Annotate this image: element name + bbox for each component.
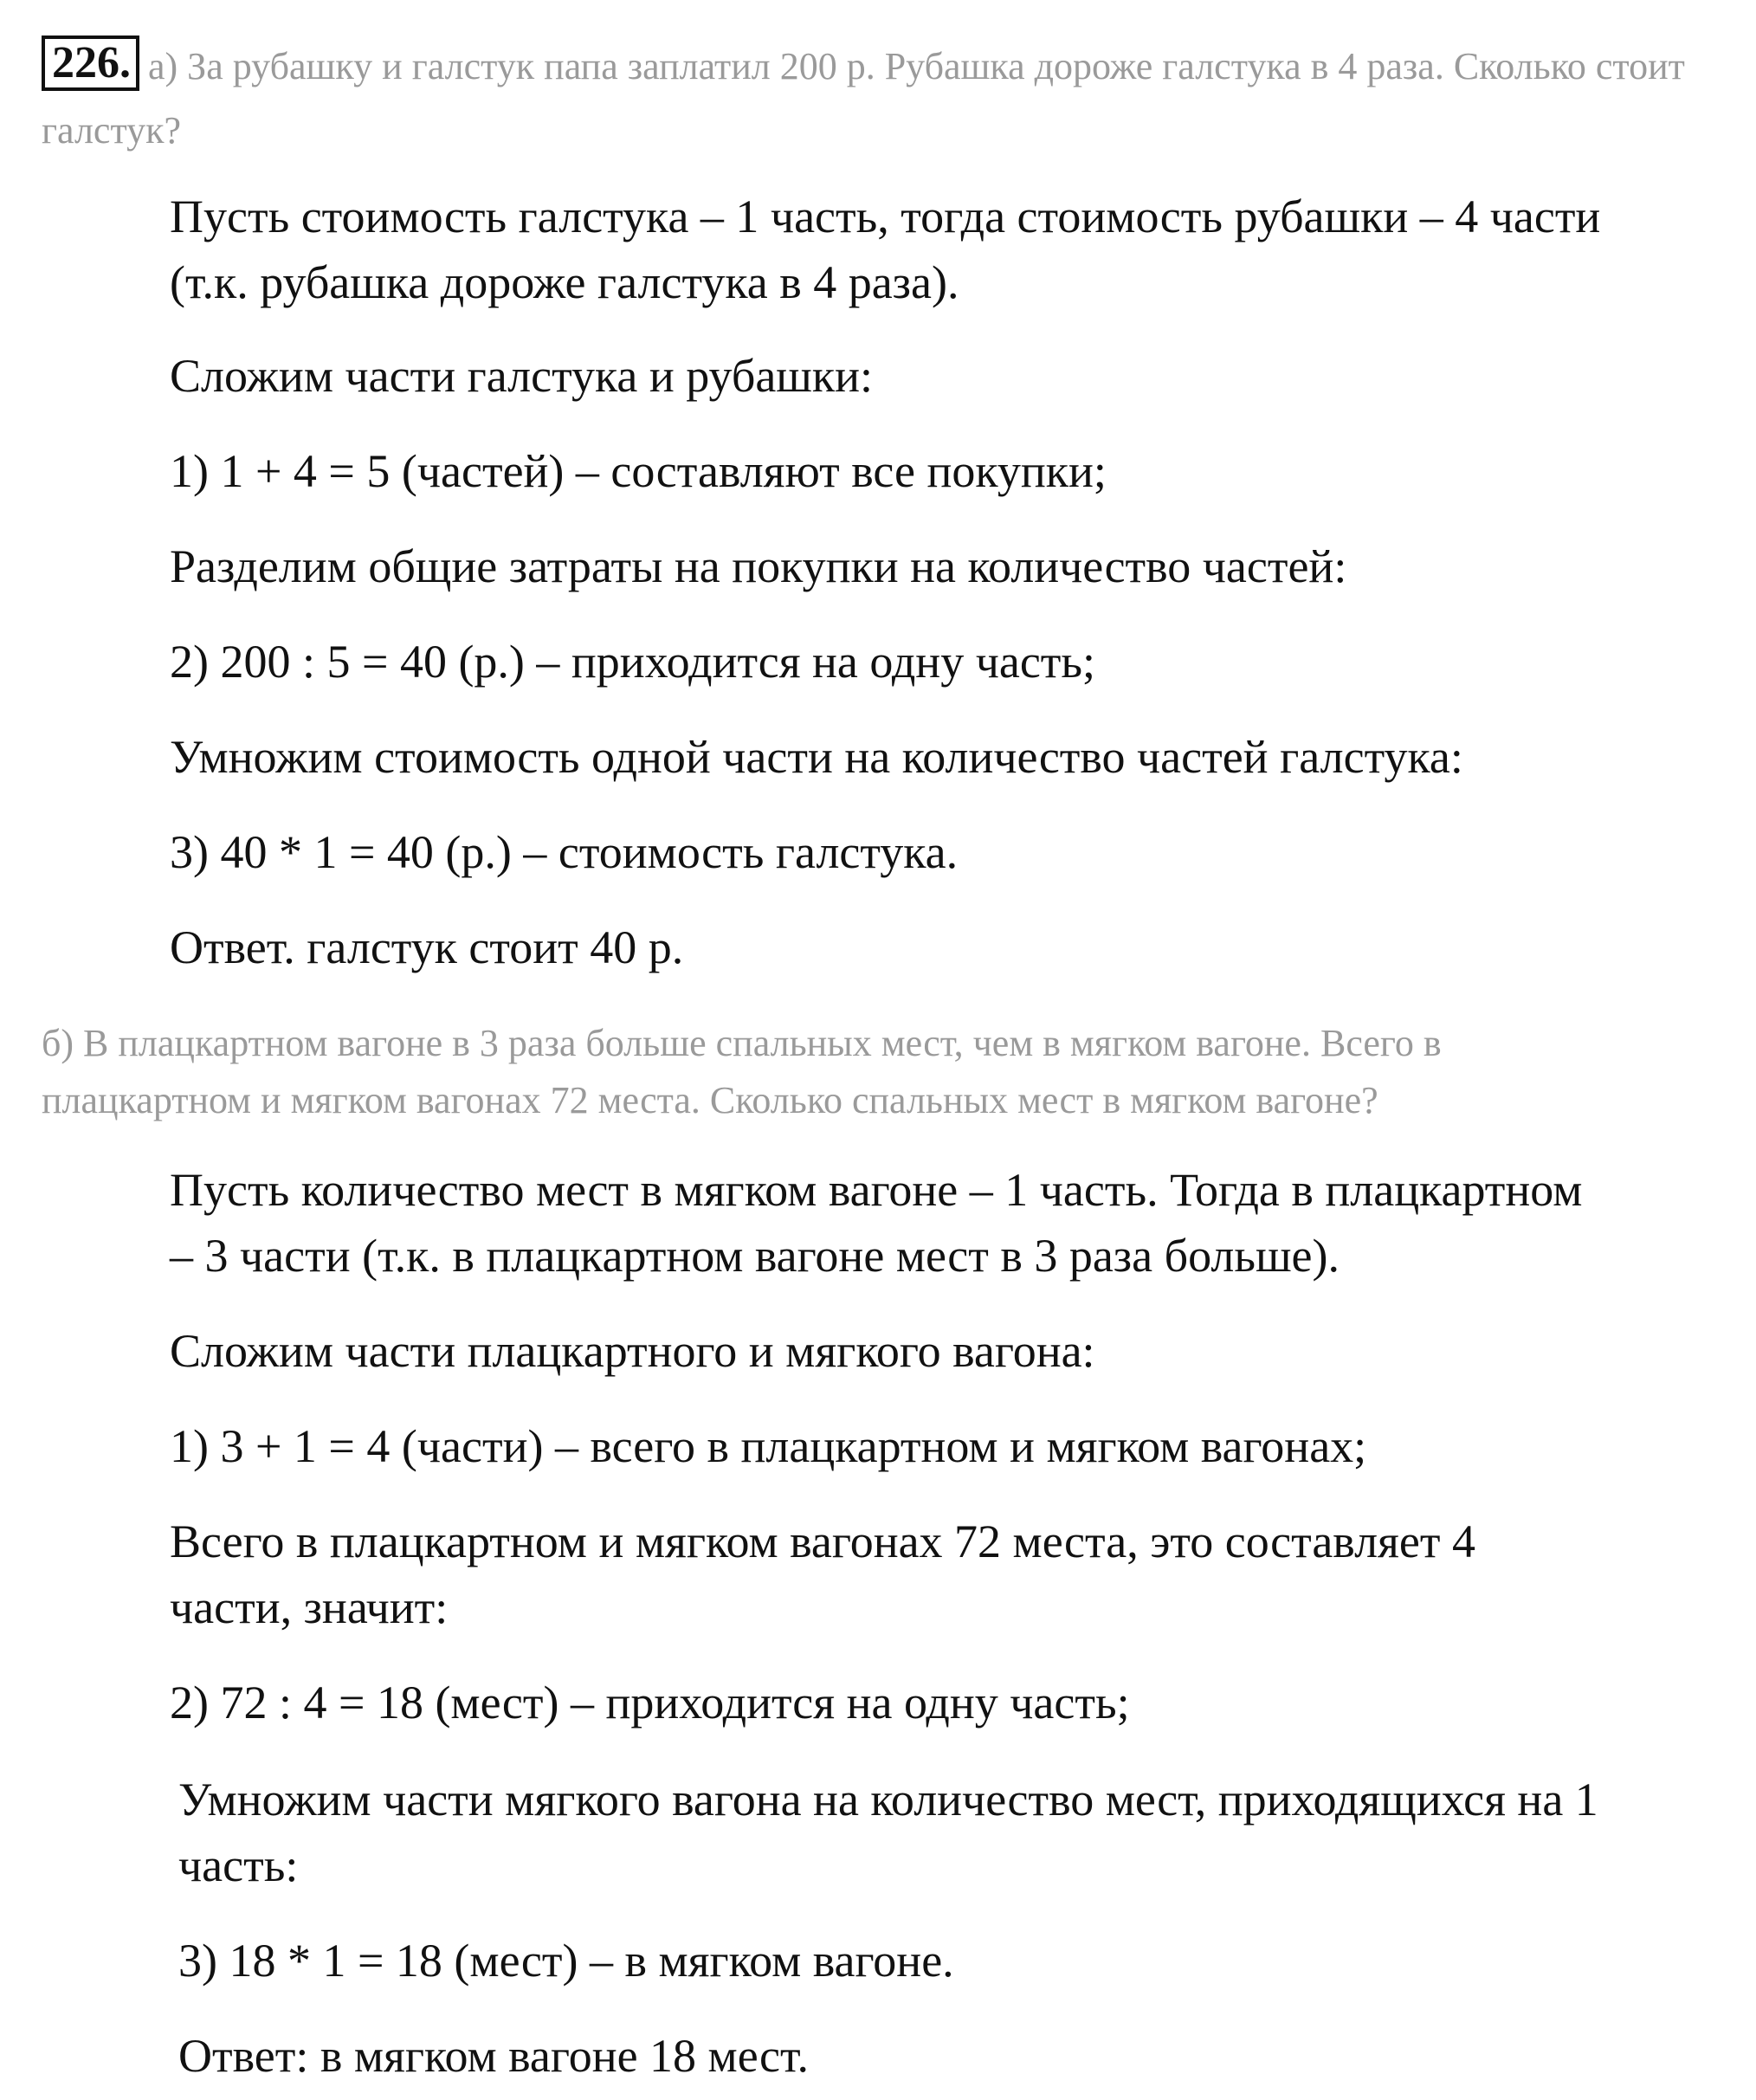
solution-b-line-4: 1) 3 + 1 = 4 (части) – всего в плацкартном и мягком вагонах; [170,1420,1367,1472]
task-a-condition [42,35,1721,163]
solution-a-line-7: Умножим стоимость одной части на количество частей галстука: [170,731,1463,783]
solution-b-line-5: Всего в плацкартном и мягком вагонах 72 места, это составляет 4 [170,1515,1475,1567]
solution-b-line-7: 2) 72 : 4 = 18 (мест) – приходится на одну часть; [170,1677,1130,1728]
solution-a-answer: Ответ. галстук стоит 40 р. [170,921,684,973]
solution-b-line-1: Пусть количество мест в мягком вагоне – 1 часть. Тогда в плацкартном [170,1164,1583,1216]
solution-a-line-6: 2) 200 : 5 = 40 (р.) – приходится на одну часть; [170,636,1096,688]
solution-b-line-8: Умножим части мягкого вагона на количество мест, приходящихся на 1 [178,1774,1598,1825]
task-b-condition-line-2: плацкартном и мягком вагонах 72 места. Сколько спальных мест в мягком вагоне? [42,1079,1378,1121]
solution-b-line-9: часть: [178,1839,299,1891]
solution-a-line-5: Разделим общие затраты на покупки на количество частей: [170,540,1347,592]
solution-b-answer: Ответ: в мягком вагоне 18 мест. [178,2030,810,2082]
solution-a-line-2: (т.к. рубашка дороже галстука в 4 раза). [170,256,959,308]
solution-a-line-3: Сложим части галстука и рубашки: [170,350,874,402]
task-b-condition-line-1: б) В плацкартном вагоне в 3 раза больше спальных мест, чем в мягком вагоне. Всего в [42,1022,1442,1064]
task-a-condition-text: а) За рубашку и галстук папа заплатил 200 р. Рубашка дороже галстука в 4 раза. Сколько стоит галстук? [42,45,1685,152]
solution-a-line-4: 1) 1 + 4 = 5 (частей) – составляют все покупки; [170,445,1107,497]
solution-b-line-6: части, значит: [170,1581,449,1633]
task-number: 226. [42,36,139,91]
solution-b-line-2: – 3 части (т.к. в плацкартном вагоне мест в 3 раза больше). [170,1230,1340,1282]
solution-a-line-1: Пусть стоимость галстука – 1 часть, тогда стоимость рубашки – 4 части [170,191,1601,242]
solution-a-line-8: 3) 40 * 1 = 40 (р.) – стоимость галстука. [170,826,959,878]
solution-b-line-3: Сложим части плацкартного и мягкого вагона: [170,1325,1095,1377]
solution-b-line-10: 3) 18 * 1 = 18 (мест) – в мягком вагоне. [178,1935,954,1987]
